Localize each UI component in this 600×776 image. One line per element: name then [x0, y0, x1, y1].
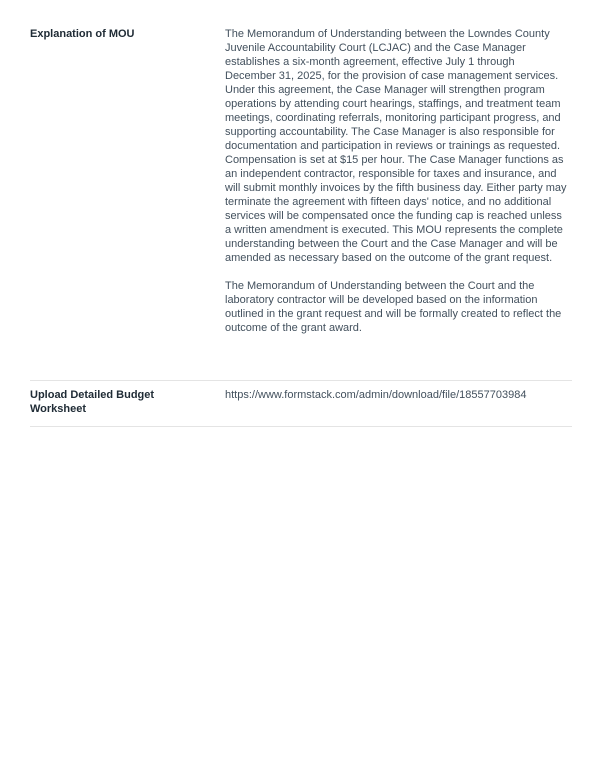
budget-worksheet-file-url: https://www.formstack.com/admin/download/file/18557703984 [225, 389, 527, 401]
field-row-explanation-of-mou [30, 27, 572, 380]
mou-paragraph-2: The Memorandum of Understanding between the Court and the laboratory contractor will be developed based on the information outlined in the grant request and will be formally created to reflect the outcome of the grant award. [225, 280, 562, 334]
field-value-explanation-of-mou [225, 27, 567, 335]
field-row-upload-budget-worksheet [30, 380, 572, 427]
mou-paragraph-1: The Memorandum of Understanding between the Lowndes County Juvenile Accountability Court (LCJAC) and the Case Manager establishes a six-month agreement, effective July 1 through December 31, 2025, for the provision of case management services. Under this agreement, the Case Manager will strengthen program operations by attending court hearings, staffings, and treatment team meetings, coordinating referrals, monitoring participant progress, and supporting accountability. The Case Manager is also responsible for documentation and participation in reviews or trainings as requested. Compensation is set at $15 per hour. The Case Manager functions as an independent contractor, responsible for taxes and insurance, and will submit monthly invoices by the fifth business day. Either party may terminate the agreement with fifteen days' notice, and no additional services will be compensated once the funding cap is reached unless a written amendment is executed. This MOU represents the complete understanding between the Court and the Case Manager and will be amended as necessary based on the outcome of the grant request. [225, 28, 567, 264]
field-label-explanation-of-mou: Explanation of MOU [30, 28, 135, 40]
field-label-upload-budget-worksheet: Upload Detailed Budget Worksheet [30, 389, 155, 415]
